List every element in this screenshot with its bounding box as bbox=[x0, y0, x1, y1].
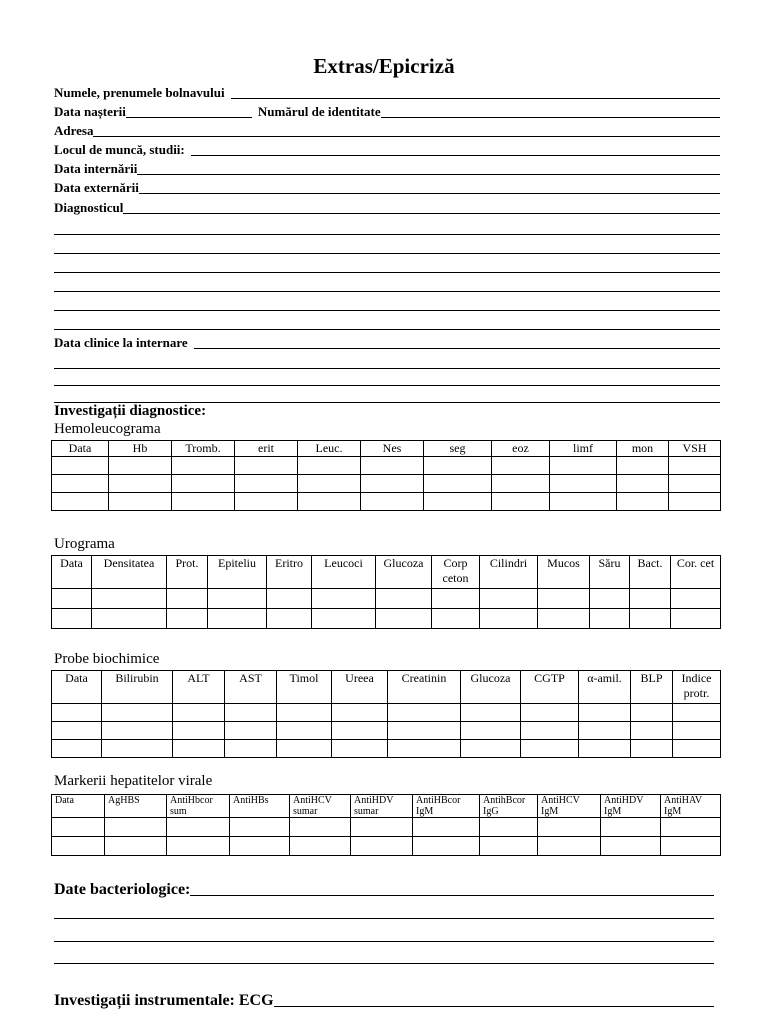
field-birth-line[interactable] bbox=[126, 105, 252, 118]
table-cell[interactable] bbox=[461, 722, 521, 740]
hemo-col-header: seg bbox=[424, 441, 492, 457]
field-name-line[interactable] bbox=[231, 86, 720, 99]
table-cell[interactable] bbox=[480, 837, 538, 856]
biochem-col-header: α-amil. bbox=[579, 671, 631, 704]
table-cell[interactable] bbox=[630, 589, 671, 609]
table-cell[interactable] bbox=[376, 589, 432, 609]
table-cell[interactable] bbox=[102, 722, 173, 740]
table-cell[interactable] bbox=[173, 704, 225, 722]
table-cell[interactable] bbox=[52, 818, 105, 837]
field-workplace bbox=[54, 141, 720, 159]
hemo-table bbox=[51, 440, 721, 511]
table-cell[interactable] bbox=[225, 722, 277, 740]
table-cell[interactable] bbox=[52, 837, 105, 856]
table-cell[interactable] bbox=[361, 493, 424, 511]
field-clinical-line[interactable] bbox=[194, 336, 720, 349]
table-cell[interactable] bbox=[669, 493, 721, 511]
table-row bbox=[52, 740, 721, 758]
markers-heading: Markerii hepatitelor virale bbox=[54, 773, 213, 789]
field-diagnosis-label: Diagnosticul bbox=[54, 200, 124, 215]
markers-col-header: AntihBcor IgG bbox=[480, 795, 538, 818]
urine-col-header: Bact. bbox=[630, 556, 671, 589]
table-cell[interactable] bbox=[388, 722, 461, 740]
urine-col-header: Densitatea bbox=[92, 556, 167, 589]
table-cell[interactable] bbox=[521, 740, 579, 758]
biochem-col-header: Timol bbox=[277, 671, 332, 704]
field-instrumental bbox=[54, 989, 714, 1011]
table-cell[interactable] bbox=[52, 740, 102, 758]
hemo-col-header: Nes bbox=[361, 441, 424, 457]
diagnosis-blank-line[interactable] bbox=[54, 253, 720, 254]
table-cell[interactable] bbox=[413, 818, 480, 837]
markers-col-header: AntiHCV IgM bbox=[538, 795, 601, 818]
table-cell[interactable] bbox=[102, 740, 173, 758]
field-admission bbox=[54, 160, 720, 178]
biochem-col-header: AST bbox=[225, 671, 277, 704]
hemo-col-header: erit bbox=[235, 441, 298, 457]
field-clinical-label: Data clinice la internare bbox=[54, 335, 188, 350]
table-cell[interactable] bbox=[617, 457, 669, 475]
table-cell[interactable] bbox=[461, 740, 521, 758]
table-cell[interactable] bbox=[673, 740, 721, 758]
table-cell[interactable] bbox=[167, 818, 230, 837]
field-id-label: Numărul de identitate bbox=[257, 104, 381, 119]
table-cell[interactable] bbox=[669, 475, 721, 493]
table-row bbox=[52, 837, 721, 856]
table-cell[interactable] bbox=[538, 609, 590, 629]
urine-col-header: Eritro bbox=[267, 556, 312, 589]
biochem-col-header: Ureea bbox=[332, 671, 388, 704]
clinical-blank-line[interactable] bbox=[54, 385, 720, 386]
table-cell[interactable] bbox=[661, 818, 721, 837]
table-cell[interactable] bbox=[376, 609, 432, 629]
diagnosis-blank-line[interactable] bbox=[54, 310, 720, 311]
table-cell[interactable] bbox=[538, 589, 590, 609]
table-row bbox=[52, 493, 721, 511]
table-cell[interactable] bbox=[52, 493, 109, 511]
table-cell[interactable] bbox=[109, 475, 172, 493]
table-cell[interactable] bbox=[208, 589, 267, 609]
table-cell[interactable] bbox=[351, 837, 413, 856]
field-diagnosis-line[interactable] bbox=[123, 201, 720, 214]
table-cell[interactable] bbox=[630, 609, 671, 629]
table-cell[interactable] bbox=[290, 837, 351, 856]
table-cell[interactable] bbox=[432, 609, 480, 629]
table-cell[interactable] bbox=[579, 740, 631, 758]
markers-col-header: AgHBS bbox=[105, 795, 167, 818]
hemo-heading: Hemoleucograma bbox=[54, 421, 161, 437]
field-birth bbox=[54, 103, 720, 121]
table-cell[interactable] bbox=[230, 818, 290, 837]
table-cell[interactable] bbox=[492, 457, 550, 475]
diagnosis-blank-line[interactable] bbox=[54, 234, 720, 235]
biochem-col-header: Glucoza bbox=[461, 671, 521, 704]
table-cell[interactable] bbox=[590, 609, 630, 629]
hemo-col-header: Tromb. bbox=[172, 441, 235, 457]
table-cell[interactable] bbox=[298, 493, 361, 511]
field-address-line[interactable] bbox=[93, 124, 720, 137]
page-title: Extras/Epicriză bbox=[313, 54, 455, 78]
markers-table bbox=[51, 794, 721, 856]
table-cell[interactable] bbox=[550, 493, 617, 511]
table-cell[interactable] bbox=[109, 457, 172, 475]
field-name bbox=[54, 84, 720, 102]
field-workplace-label: Locul de muncă, studii: bbox=[54, 142, 185, 157]
field-admission-line[interactable] bbox=[137, 162, 720, 175]
field-bacterio-line[interactable] bbox=[190, 883, 714, 896]
table-cell[interactable] bbox=[432, 589, 480, 609]
urine-col-header: Glucoza bbox=[376, 556, 432, 589]
field-bacterio bbox=[54, 878, 714, 900]
hemo-col-header: limf bbox=[550, 441, 617, 457]
table-cell[interactable] bbox=[277, 740, 332, 758]
table-cell[interactable] bbox=[167, 609, 208, 629]
urine-col-header: Prot. bbox=[167, 556, 208, 589]
biochem-heading: Probe biochimice bbox=[54, 651, 160, 667]
markers-col-header: AntiHBcor IgM bbox=[413, 795, 480, 818]
biochem-col-header: Creatinin bbox=[388, 671, 461, 704]
table-cell[interactable] bbox=[671, 589, 721, 609]
table-cell[interactable] bbox=[235, 457, 298, 475]
diagnosis-blank-line[interactable] bbox=[54, 272, 720, 273]
table-cell[interactable] bbox=[579, 704, 631, 722]
biochem-col-header: ALT bbox=[173, 671, 225, 704]
table-cell[interactable] bbox=[332, 722, 388, 740]
table-cell[interactable] bbox=[521, 722, 579, 740]
field-birth-label: Data nașterii bbox=[54, 104, 126, 119]
table-cell[interactable] bbox=[312, 609, 376, 629]
biochem-col-header: Bilirubin bbox=[102, 671, 173, 704]
table-cell[interactable] bbox=[424, 457, 492, 475]
table-cell[interactable] bbox=[631, 722, 673, 740]
table-cell[interactable] bbox=[631, 704, 673, 722]
table-cell[interactable] bbox=[351, 818, 413, 837]
table-cell[interactable] bbox=[172, 475, 235, 493]
table-cell[interactable] bbox=[617, 475, 669, 493]
table-cell[interactable] bbox=[669, 457, 721, 475]
diagnosis-blank-line[interactable] bbox=[54, 291, 720, 292]
field-address-label: Adresa bbox=[54, 123, 94, 138]
table-cell[interactable] bbox=[671, 609, 721, 629]
table-cell[interactable] bbox=[538, 837, 601, 856]
table-row bbox=[52, 818, 721, 837]
table-cell[interactable] bbox=[92, 589, 167, 609]
table-row bbox=[52, 589, 721, 609]
table-cell[interactable] bbox=[424, 475, 492, 493]
table-cell[interactable] bbox=[617, 493, 669, 511]
table-cell[interactable] bbox=[92, 609, 167, 629]
field-discharge-line[interactable] bbox=[139, 181, 387, 194]
bacterio-blank-line[interactable] bbox=[54, 918, 714, 919]
table-cell[interactable] bbox=[225, 704, 277, 722]
table-cell[interactable] bbox=[298, 475, 361, 493]
table-row bbox=[52, 609, 721, 629]
table-cell[interactable] bbox=[492, 493, 550, 511]
field-address bbox=[54, 122, 720, 140]
urine-col-header: Mucos bbox=[538, 556, 590, 589]
table-cell[interactable] bbox=[601, 818, 661, 837]
markers-col-header: AntiHBs bbox=[230, 795, 290, 818]
table-cell[interactable] bbox=[267, 589, 312, 609]
table-cell[interactable] bbox=[167, 837, 230, 856]
table-row bbox=[52, 704, 721, 722]
hemo-col-header: Data bbox=[52, 441, 109, 457]
table-cell[interactable] bbox=[230, 837, 290, 856]
table-cell[interactable] bbox=[277, 704, 332, 722]
field-diagnosis bbox=[54, 199, 720, 217]
table-cell[interactable] bbox=[52, 722, 102, 740]
markers-col-header: AntiHAV IgM bbox=[661, 795, 721, 818]
table-cell[interactable] bbox=[579, 722, 631, 740]
table-cell[interactable] bbox=[290, 818, 351, 837]
table-cell[interactable] bbox=[208, 609, 267, 629]
biochem-col-header: CGTP bbox=[521, 671, 579, 704]
urine-table bbox=[51, 555, 721, 629]
markers-col-header: AntiHDV IgM bbox=[601, 795, 661, 818]
hemo-col-header: VSH bbox=[669, 441, 721, 457]
table-cell[interactable] bbox=[52, 457, 109, 475]
field-name-label: Numele, prenumele bolnavului bbox=[54, 85, 225, 100]
urine-col-header: Cilindri bbox=[480, 556, 538, 589]
table-cell[interactable] bbox=[52, 475, 109, 493]
field-bacterio-label: Date bacteriologice: bbox=[54, 881, 191, 898]
investigations-heading: Investigații diagnostice: bbox=[54, 403, 207, 419]
table-row bbox=[52, 722, 721, 740]
biochem-table bbox=[51, 670, 721, 758]
biochem-col-header: BLP bbox=[631, 671, 673, 704]
field-clinical bbox=[54, 334, 720, 352]
markers-col-header: AntiHDV sumar bbox=[351, 795, 413, 818]
table-cell[interactable] bbox=[332, 740, 388, 758]
urine-col-header: Săru bbox=[590, 556, 630, 589]
table-cell[interactable] bbox=[590, 589, 630, 609]
markers-col-header: AntiHCV sumar bbox=[290, 795, 351, 818]
table-cell[interactable] bbox=[673, 722, 721, 740]
table-cell[interactable] bbox=[521, 704, 579, 722]
markers-col-header: Data bbox=[52, 795, 105, 818]
table-cell[interactable] bbox=[538, 818, 601, 837]
table-cell[interactable] bbox=[172, 457, 235, 475]
hemo-col-header: Hb bbox=[109, 441, 172, 457]
table-cell[interactable] bbox=[361, 457, 424, 475]
table-cell[interactable] bbox=[388, 740, 461, 758]
table-cell[interactable] bbox=[167, 589, 208, 609]
table-cell[interactable] bbox=[388, 704, 461, 722]
hemo-col-header: mon bbox=[617, 441, 669, 457]
table-row bbox=[52, 475, 721, 493]
clinical-blank-line[interactable] bbox=[54, 368, 720, 369]
table-cell[interactable] bbox=[235, 493, 298, 511]
table-cell[interactable] bbox=[267, 609, 312, 629]
table-cell[interactable] bbox=[298, 457, 361, 475]
field-instrumental-line[interactable] bbox=[274, 994, 714, 1007]
urine-col-header: Cor. cet bbox=[671, 556, 721, 589]
table-cell[interactable] bbox=[173, 740, 225, 758]
table-row bbox=[52, 457, 721, 475]
table-cell[interactable] bbox=[601, 837, 661, 856]
biochem-col-header: Data bbox=[52, 671, 102, 704]
table-cell[interactable] bbox=[550, 475, 617, 493]
urine-col-header: Leucoci bbox=[312, 556, 376, 589]
table-cell[interactable] bbox=[109, 493, 172, 511]
field-instrumental-label: Investigații instrumentale: ECG bbox=[54, 992, 274, 1009]
table-cell[interactable] bbox=[225, 740, 277, 758]
field-discharge-label: Data externării bbox=[54, 180, 139, 195]
table-cell[interactable] bbox=[172, 493, 235, 511]
table-cell[interactable] bbox=[673, 704, 721, 722]
urine-col-header: Data bbox=[52, 556, 92, 589]
urine-col-header: Epiteliu bbox=[208, 556, 267, 589]
field-admission-label: Data internării bbox=[54, 161, 138, 176]
table-cell[interactable] bbox=[361, 475, 424, 493]
table-cell[interactable] bbox=[52, 609, 92, 629]
field-discharge bbox=[54, 179, 720, 197]
table-cell[interactable] bbox=[173, 722, 225, 740]
biochem-col-header: Indice protr. bbox=[673, 671, 721, 704]
table-cell[interactable] bbox=[424, 493, 492, 511]
field-discharge-line-2[interactable] bbox=[387, 181, 720, 194]
field-id-line[interactable] bbox=[381, 105, 720, 118]
table-cell[interactable] bbox=[631, 740, 673, 758]
table-cell[interactable] bbox=[52, 589, 92, 609]
table-cell[interactable] bbox=[312, 589, 376, 609]
diagnosis-blank-line[interactable] bbox=[54, 329, 720, 330]
table-cell[interactable] bbox=[461, 704, 521, 722]
field-workplace-line[interactable] bbox=[191, 143, 720, 156]
table-cell[interactable] bbox=[550, 457, 617, 475]
markers-col-header: AntiHbcor sum bbox=[167, 795, 230, 818]
hemo-col-header: Leuc. bbox=[298, 441, 361, 457]
hemo-col-header: eoz bbox=[492, 441, 550, 457]
table-cell[interactable] bbox=[492, 475, 550, 493]
table-cell[interactable] bbox=[332, 704, 388, 722]
table-cell[interactable] bbox=[480, 609, 538, 629]
table-cell[interactable] bbox=[480, 818, 538, 837]
table-cell[interactable] bbox=[235, 475, 298, 493]
urine-col-header: Corp ceton bbox=[432, 556, 480, 589]
table-cell[interactable] bbox=[52, 704, 102, 722]
table-cell[interactable] bbox=[413, 837, 480, 856]
table-cell[interactable] bbox=[105, 837, 167, 856]
bacterio-blank-line[interactable] bbox=[54, 963, 714, 964]
table-cell[interactable] bbox=[480, 589, 538, 609]
table-cell[interactable] bbox=[661, 837, 721, 856]
table-cell[interactable] bbox=[277, 722, 332, 740]
table-cell[interactable] bbox=[102, 704, 173, 722]
urine-heading: Urograma bbox=[54, 536, 115, 552]
table-cell[interactable] bbox=[105, 818, 167, 837]
bacterio-blank-line[interactable] bbox=[54, 941, 714, 942]
